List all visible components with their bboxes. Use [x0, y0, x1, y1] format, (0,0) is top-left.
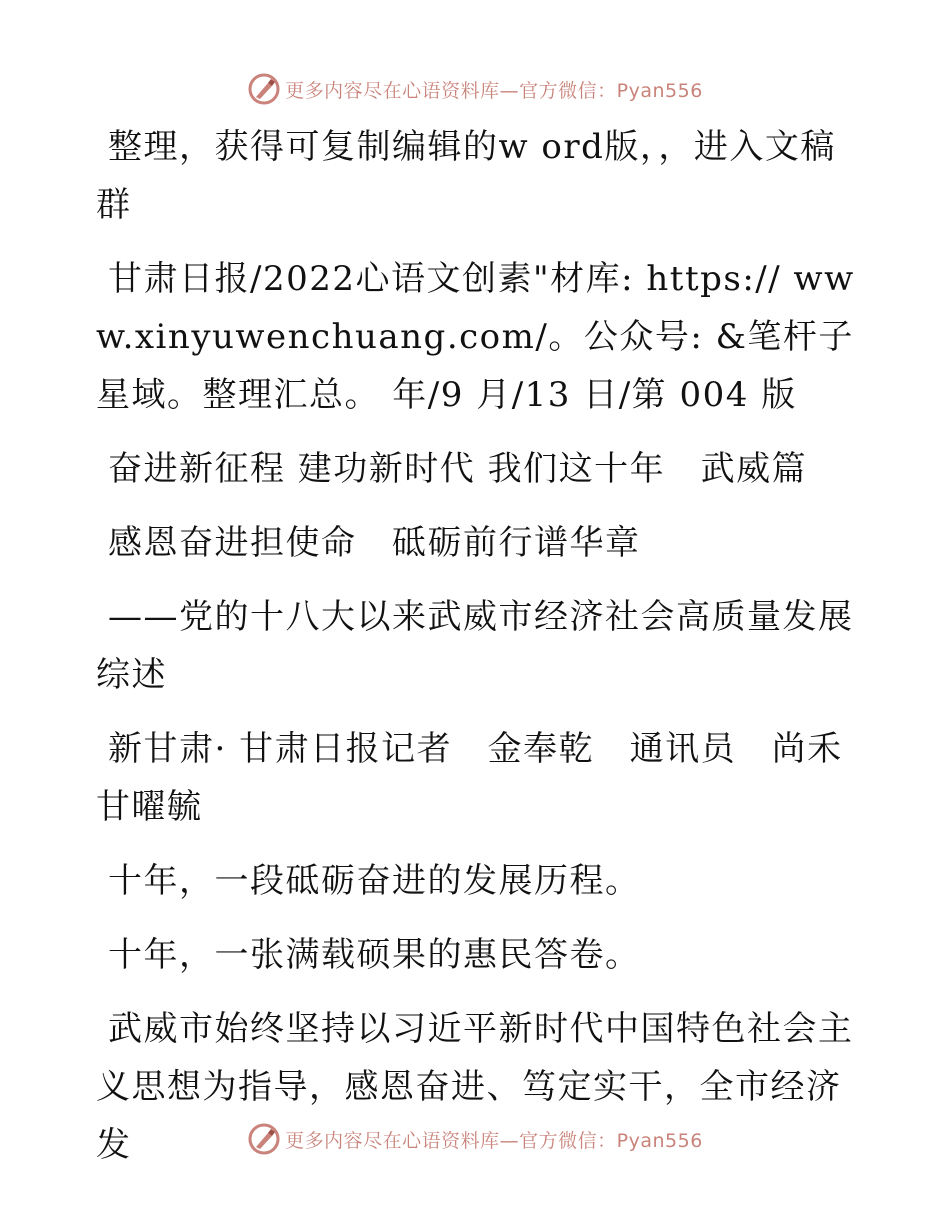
watermark-text: 更多内容尽在心语资料库—官方微信：Pyan556 — [285, 1129, 703, 1152]
article-title: 感恩奋进担使命 砥砺前行谱华章 — [108, 523, 641, 563]
document-body — [96, 118, 856, 1190]
paragraph-source: 甘肃日报/2022心语文创素"材库: https:// www.xinyuwenchuang.com/。公众号: &笔杆子星域。整理汇总。 年/9 月/13 日/第 004 版 — [96, 259, 855, 415]
paragraph-body: 武威市始终坚持以习近平新时代中国特色社会主义思想为指导，感恩奋进、笃定实干，全市经济发 — [96, 1009, 854, 1165]
paragraph-decade-2: 十年，一张满载硕果的惠民答卷。 — [108, 935, 641, 975]
article-byline: 新甘肃· 甘肃日报记者 金奉乾 通讯员 尚禾甘曜毓 — [96, 729, 843, 827]
paragraph-intro: 整理，获得可复制编辑的w ord版，，进入文稿群 — [96, 127, 836, 225]
pen-logo-icon — [247, 72, 281, 106]
pen-logo-icon — [247, 1122, 281, 1156]
paragraph-decade-1: 十年，一段砥砺奋进的发展历程。 — [108, 861, 641, 901]
header-watermark — [0, 72, 950, 106]
watermark-text: 更多内容尽在心语资料库—官方微信：Pyan556 — [285, 79, 703, 102]
footer-watermark — [0, 1122, 950, 1156]
article-subtitle: ——党的十八大以来武威市经济社会高质量发展综述 — [96, 597, 854, 695]
paragraph-column-title: 奋进新征程 建功新时代 我们这十年 武威篇 — [108, 449, 808, 489]
